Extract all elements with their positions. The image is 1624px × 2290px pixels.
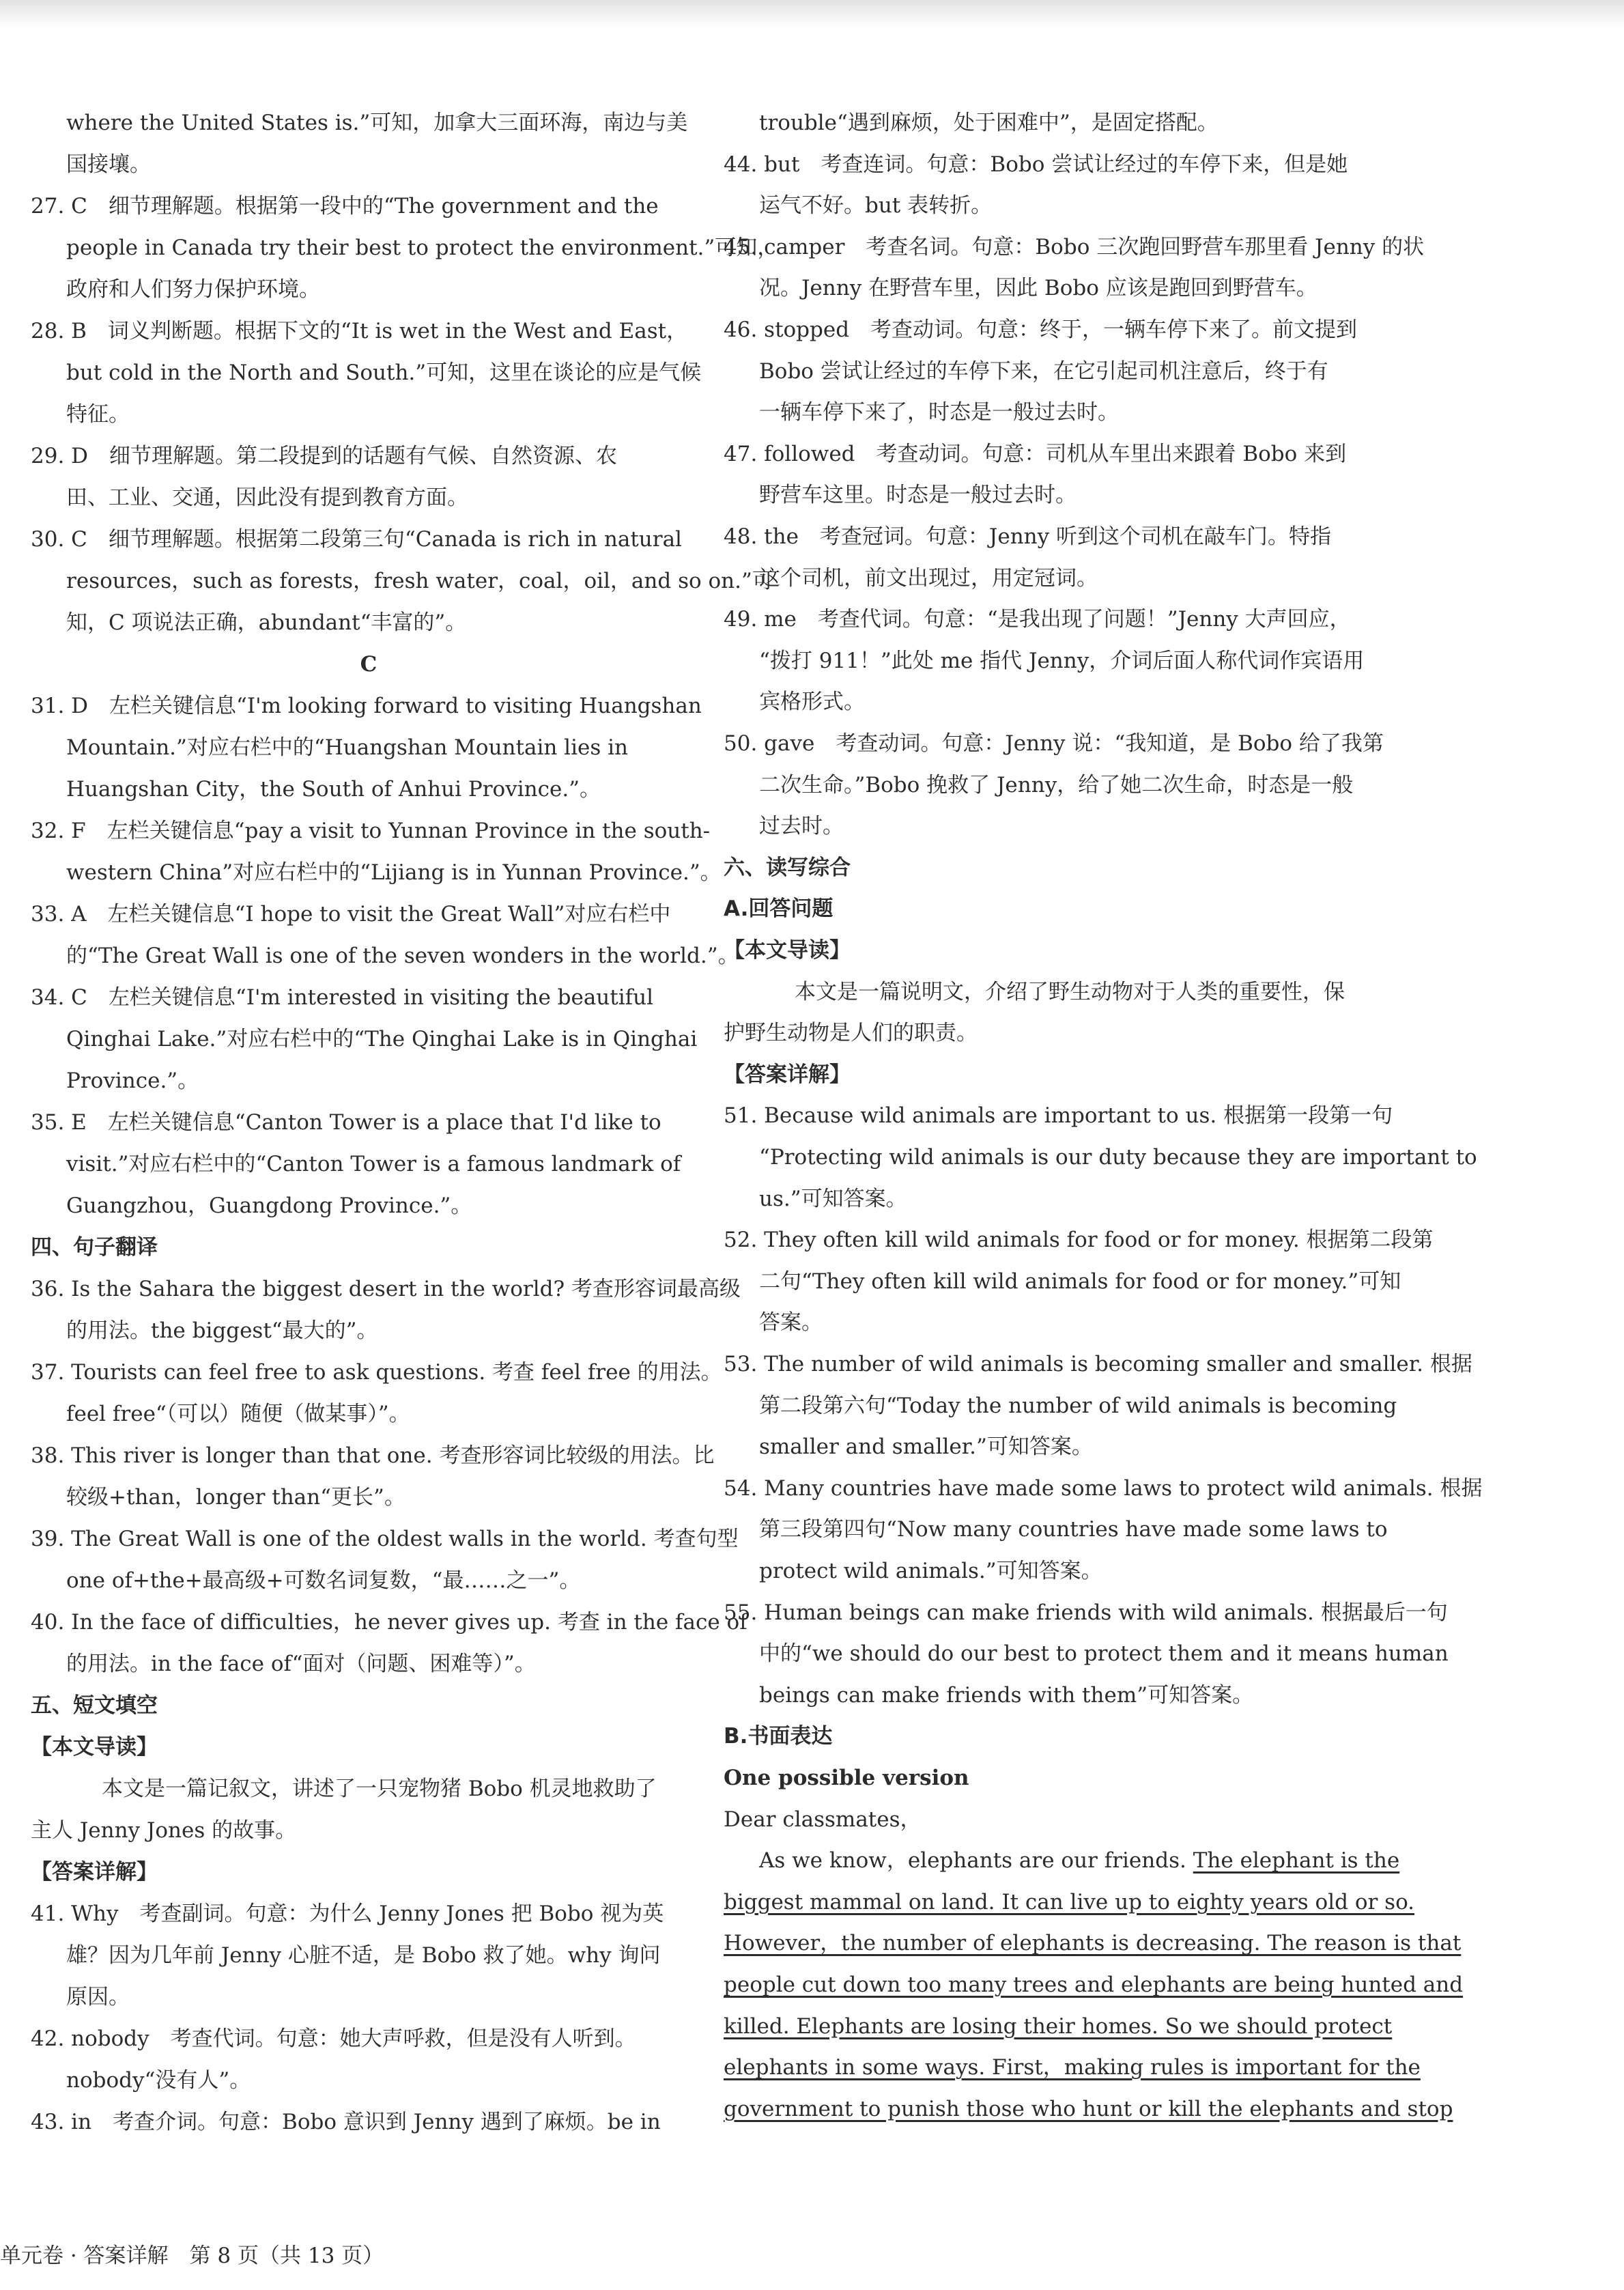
text-line <box>31 1185 707 1226</box>
line-text: 六、读写综合 <box>724 855 851 880</box>
line-text: 原因。 <box>66 1985 130 2009</box>
underlined-text: However，the number of elephants is decreasing. The reason is that <box>724 1931 1462 1956</box>
text-line <box>31 1810 707 1851</box>
text-line <box>724 1840 1404 1881</box>
line-text: 雄？因为几年前 Jenny 心脏不适，是 Bobo 救了她。why 询问 <box>66 1943 661 1968</box>
text-line <box>31 2102 707 2143</box>
line-text: 田、工业、交通，因此没有提到教育方面。 <box>66 485 468 510</box>
line-text: Bobo 尝试让经过的车停下来，在它引起司机注意后，终于有 <box>759 358 1328 384</box>
text-line <box>31 394 707 435</box>
text-line <box>31 561 773 602</box>
underlined-text: biggest mammal on land. It can live up to eighty years old or so. <box>724 1889 1415 1914</box>
line-text: 运气不好。but 表转折。 <box>759 193 993 218</box>
text-line <box>31 269 707 310</box>
section-heading <box>724 1054 1404 1095</box>
line-text: 【本文导读】 <box>724 938 851 963</box>
line-text: 55. Human beings can make friends with wild animals. 根据最后一句 <box>724 1600 1448 1625</box>
line-text: As we know，elephants are our friends. <box>759 1848 1193 1874</box>
text-line <box>31 1893 707 1934</box>
text-line <box>724 1509 1404 1550</box>
line-text: 45. camper 考查名词。句意：Bobo 三次跑回野营车那里看 Jenny 的状 <box>724 234 1425 259</box>
text-line <box>31 852 722 893</box>
line-text: 32. F 左栏关键信息“pay a visit to Yunnan Province in the south- <box>31 819 711 843</box>
line-text: 36. Is the Sahara the biggest desert in the world? 考查形容词最高级 <box>31 1277 741 1301</box>
text-line <box>724 2006 1404 2047</box>
text-line <box>31 1435 715 1476</box>
line-text: 较级+than，longer than“更长”。 <box>66 1485 405 1510</box>
line-text: 【答案详解】 <box>31 1860 158 1884</box>
text-line <box>31 644 707 685</box>
text-line <box>724 185 1404 226</box>
text-line <box>724 1757 1404 1798</box>
text-line <box>31 1602 747 1643</box>
text-line <box>31 2060 707 2101</box>
line-text: trouble“遇到麻烦，处于困难中”，是固定搭配。 <box>759 111 1219 135</box>
line-text: 41. Why 考查副词。句意：为什么 Jenny Jones 把 Bobo 视为英 <box>31 1902 664 1926</box>
line-text: where the United States is.”可知，加拿大三面环海，南边与美 <box>66 111 688 135</box>
section-heading <box>724 1716 1404 1757</box>
line-text: 42. nobody 考查代词。句意：她大声呼救，但是没有人听到。 <box>31 2026 636 2051</box>
line-text: 四、句子翻译 <box>31 1235 158 1260</box>
text-line <box>724 2047 1421 2088</box>
line-text: 二次生命。”Bobo 挽救了 Jenny，给了她二次生命，时态是一般 <box>759 772 1354 797</box>
line-text: C <box>360 652 377 677</box>
text-line <box>31 311 707 352</box>
section-heading <box>724 930 1404 971</box>
text-line <box>31 602 707 643</box>
text-line <box>724 309 1404 350</box>
line-text: Qinghai Lake.”对应右栏中的“The Qinghai Lake is in Qinghai <box>66 1027 698 1051</box>
line-text: Guangzhou，Guangdong Province.”。 <box>66 1193 472 1218</box>
line-text: 38. This river is longer than that one. 考查形容词比较级的用法。比 <box>31 1443 715 1468</box>
text-line <box>31 1560 707 1601</box>
line-text: 49. me 考查代词。句意：“是我出现了问题！”Jenny 大声回应， <box>724 607 1351 632</box>
line-text: 29. D 细节理解题。第二段提到的话题有气候、自然资源、农 <box>31 444 618 468</box>
line-text: 51. Because wild animals are important to us. 根据第一段第一句 <box>724 1103 1393 1129</box>
text-line <box>31 727 707 768</box>
text-line <box>724 1013 1404 1054</box>
line-text: 28. B 词义判断题。根据下文的“It is wet in the West and East， <box>31 319 688 343</box>
section-heading <box>31 1685 707 1726</box>
line-text: A.回答问题 <box>724 896 834 922</box>
line-text: one of+the+最高级+可数名词复数，“最……之一”。 <box>66 1568 581 1593</box>
text-line <box>724 1633 1449 1674</box>
line-text: 的“The Great Wall is one of the seven wonders in the world.”。 <box>66 944 739 968</box>
section-heading <box>31 1727 707 1768</box>
text-line <box>724 1551 1404 1592</box>
text-line <box>31 1477 707 1518</box>
line-text: 53. The number of wild animals is becoming smaller and smaller. 根据 <box>724 1352 1472 1376</box>
line-text: 知，C 项说法正确，abundant“丰富的”。 <box>66 610 467 635</box>
text-line <box>31 1977 707 2018</box>
line-text: 47. followed 考查动词。句意：司机从车里出来跟着 Bobo 来到 <box>724 441 1347 466</box>
text-line <box>724 640 1404 681</box>
line-text: 答案。 <box>759 1310 823 1335</box>
line-text: 第三段第四句“Now many countries have made some laws to <box>759 1517 1388 1542</box>
line-text: One possible version <box>724 1766 969 1790</box>
line-text: 主人 Jenny Jones 的故事。 <box>31 1818 297 1843</box>
section-heading <box>724 888 1404 929</box>
line-text: people in Canada try their best to protect the environment.”可知， <box>66 236 779 260</box>
text-line <box>724 351 1404 392</box>
text-line <box>31 1102 707 1143</box>
text-line <box>724 765 1404 806</box>
section-heading <box>724 847 1404 888</box>
line-text: Province.”。 <box>66 1069 199 1093</box>
line-text: 的用法。in the face of“面对（问题、困难等）”。 <box>66 1652 536 1676</box>
line-text: 54. Many countries have made some laws to protect wild animals. 根据 <box>724 1475 1483 1501</box>
line-text: 宾格形式。 <box>759 690 865 715</box>
text-line <box>31 1518 739 1559</box>
line-text: 特征。 <box>66 402 130 427</box>
line-text: 本文是一篇记叙文，讲述了一只宠物猪 Bobo 机灵地救助了 <box>102 1777 657 1801</box>
line-text: 本文是一篇说明文，介绍了野生动物对于人类的重要性，保 <box>795 979 1345 1004</box>
page-footer: 单元卷 · 答案详解 第 8 页（共 13 页） <box>0 2244 384 2268</box>
underlined-text: government to punish those who hunt or kill the elephants and stop <box>724 2096 1453 2121</box>
line-text: 33. A 左栏关键信息“I hope to visit the Great Wall”对应右栏中 <box>31 902 671 927</box>
underlined-text: elephants in some ways. First，making rules is important for the <box>724 2055 1421 2080</box>
line-text: 护野生动物是人们的职责。 <box>724 1021 978 1046</box>
text-line <box>724 1882 1415 1923</box>
line-text: 34. C 左栏关键信息“I'm interested in visiting the beautiful <box>31 985 654 1010</box>
line-text: 第二段第六句“Today the number of wild animals is becoming <box>759 1393 1397 1418</box>
line-text: “Protecting wild animals is our duty because they are important to <box>759 1145 1477 1170</box>
text-line <box>724 144 1404 185</box>
text-line <box>724 1261 1404 1302</box>
line-text: 国接壤。 <box>66 152 151 177</box>
scan-shadow-band <box>0 0 1624 27</box>
text-line <box>31 144 707 185</box>
text-line <box>724 1302 1404 1343</box>
line-text: 52. They often kill wild animals for food or for money. 根据第二段第 <box>724 1228 1434 1253</box>
text-line <box>724 434 1404 475</box>
text-line <box>724 681 1404 722</box>
line-text: B.书面表达 <box>724 1724 833 1749</box>
line-text: 40. In the face of difficulties，he never gives up. 考查 in the face of <box>31 1610 747 1635</box>
text-line <box>724 2089 1453 2130</box>
line-text: 【答案详解】 <box>724 1062 851 1087</box>
line-text: Mountain.”对应右栏中的“Huangshan Mountain lies in <box>66 735 628 760</box>
line-text: 野营车这里。时态是一般过去时。 <box>759 483 1077 508</box>
text-line <box>31 1352 722 1393</box>
text-line <box>724 972 1404 1013</box>
text-line <box>724 723 1404 764</box>
line-text: 44. but 考查连词。句意：Bobo 尝试让经过的车停下来，但是她 <box>724 152 1348 177</box>
text-line <box>31 519 707 560</box>
line-text: resources，such as forests，fresh water，coal，oil，and so on.”可 <box>66 569 773 593</box>
line-text: Huangshan City，the South of Anhui Province.”。 <box>66 777 601 802</box>
line-text: 39. The Great Wall is one of the oldest walls in the world. 考查句型 <box>31 1527 739 1551</box>
text-line <box>31 186 707 227</box>
text-line <box>724 1137 1477 1178</box>
text-line <box>724 1468 1483 1509</box>
text-line <box>724 806 1404 847</box>
text-line <box>724 1675 1404 1716</box>
text-line <box>724 1385 1404 1426</box>
text-line <box>724 1592 1448 1633</box>
line-text: 37. Tourists can feel free to ask questions. 考查 feel free 的用法。 <box>31 1360 722 1385</box>
text-line <box>31 227 779 268</box>
text-line <box>724 1426 1404 1467</box>
line-text: 政府和人们努力保护环境。 <box>66 277 320 302</box>
line-text: 35. E 左栏关键信息“Canton Tower is a place that I'd like to <box>31 1110 661 1135</box>
underlined-text: people cut down too many trees and elephants are being hunted and <box>724 1973 1464 1997</box>
line-text: 31. D 左栏关键信息“I'm looking forward to visiting Huangshan <box>31 694 702 718</box>
line-text: visit.”对应右栏中的“Canton Tower is a famous landmark of <box>66 1152 681 1176</box>
line-text: 30. C 细节理解题。根据第二段第三句“Canada is rich in natural <box>31 527 682 552</box>
line-text: but cold in the North and South.”可知，这里在谈论的应是气候 <box>66 361 702 385</box>
text-line <box>724 599 1404 640</box>
text-line <box>31 1060 707 1101</box>
line-text: nobody“没有人”。 <box>66 2068 251 2093</box>
text-line <box>724 1219 1434 1260</box>
line-text: 况。Jenny 在野营车里，因此 Bobo 应该是跑回到野营车。 <box>759 276 1317 301</box>
text-line <box>724 516 1404 557</box>
section-heading <box>31 1227 707 1268</box>
text-line <box>724 268 1404 309</box>
text-line <box>724 1344 1472 1385</box>
text-line <box>31 1019 707 1060</box>
text-line <box>724 102 1404 143</box>
line-text: 48. the 考查冠词。句意：Jenny 听到这个司机在敲车门。特指 <box>724 524 1331 549</box>
line-text: beings can make friends with them”可知答案。 <box>759 1682 1254 1708</box>
text-line <box>31 352 707 393</box>
text-line <box>31 102 707 143</box>
text-line <box>31 685 707 726</box>
line-text: 中的“we should do our best to protect them and it means human <box>759 1641 1449 1667</box>
line-text: 【本文导读】 <box>31 1735 158 1759</box>
text-line <box>31 894 707 935</box>
line-text: 46. stopped 考查动词。句意：终于，一辆车停下来了。前文提到 <box>724 317 1358 342</box>
text-line <box>31 1935 707 1976</box>
line-text: 二句“They often kill wild animals for food or for money.”可知 <box>759 1269 1401 1294</box>
line-text: 这个司机，前文出现过，用定冠词。 <box>759 565 1098 591</box>
text-line <box>31 1144 707 1185</box>
text-line <box>724 1799 1404 1840</box>
text-line <box>724 1178 1404 1219</box>
line-text: protect wild animals.”可知答案。 <box>759 1559 1102 1583</box>
text-line <box>31 1768 707 1809</box>
text-line <box>31 977 707 1018</box>
line-text: 27. C 细节理解题。根据第一段中的“The government and the <box>31 194 659 218</box>
text-line <box>31 1269 741 1310</box>
text-line <box>31 1310 707 1351</box>
text-line <box>724 1964 1464 2005</box>
text-line <box>31 477 707 518</box>
text-line <box>724 227 1425 268</box>
text-line <box>724 475 1404 515</box>
text-line <box>31 1394 707 1434</box>
line-text: 43. in 考查介词。句意：Bobo 意识到 Jenny 遇到了麻烦。be in <box>31 2110 661 2134</box>
line-text: 一辆车停下来了，时态是一般过去时。 <box>759 400 1119 425</box>
text-line <box>31 935 739 976</box>
line-text: 过去时。 <box>759 814 844 839</box>
underlined-text: killed. Elephants are losing their homes. So we should protect <box>724 2013 1393 2039</box>
line-text: 50. gave 考查动词。句意：Jenny 说：“我知道，是 Bobo 给了我第 <box>724 731 1384 756</box>
line-text: us.”可知答案。 <box>759 1186 907 1211</box>
section-heading <box>31 1852 707 1893</box>
underlined-text: The elephant is the <box>1193 1848 1400 1874</box>
line-text: smaller and smaller.”可知答案。 <box>759 1434 1093 1460</box>
text-line <box>31 2018 707 2059</box>
text-line <box>31 769 707 810</box>
text-line <box>724 558 1404 599</box>
text-line <box>724 1923 1462 1964</box>
line-text: feel free“（可以）随便（做某事）”。 <box>66 1402 410 1426</box>
text-line <box>31 1643 707 1684</box>
text-line <box>724 1095 1404 1136</box>
line-text: 五、短文填空 <box>31 1693 158 1718</box>
line-text: Dear classmates， <box>724 1807 922 1832</box>
text-line <box>31 810 711 851</box>
text-line <box>724 392 1404 433</box>
text-line <box>31 436 707 477</box>
line-text: “拨打 911！”此处 me 指代 Jenny，介词后面人称代词作宾语用 <box>759 648 1365 673</box>
line-text: 的用法。the biggest“最大的”。 <box>66 1318 378 1343</box>
line-text: western China”对应右栏中的“Lijiang is in Yunnan Province.”。 <box>66 860 722 885</box>
